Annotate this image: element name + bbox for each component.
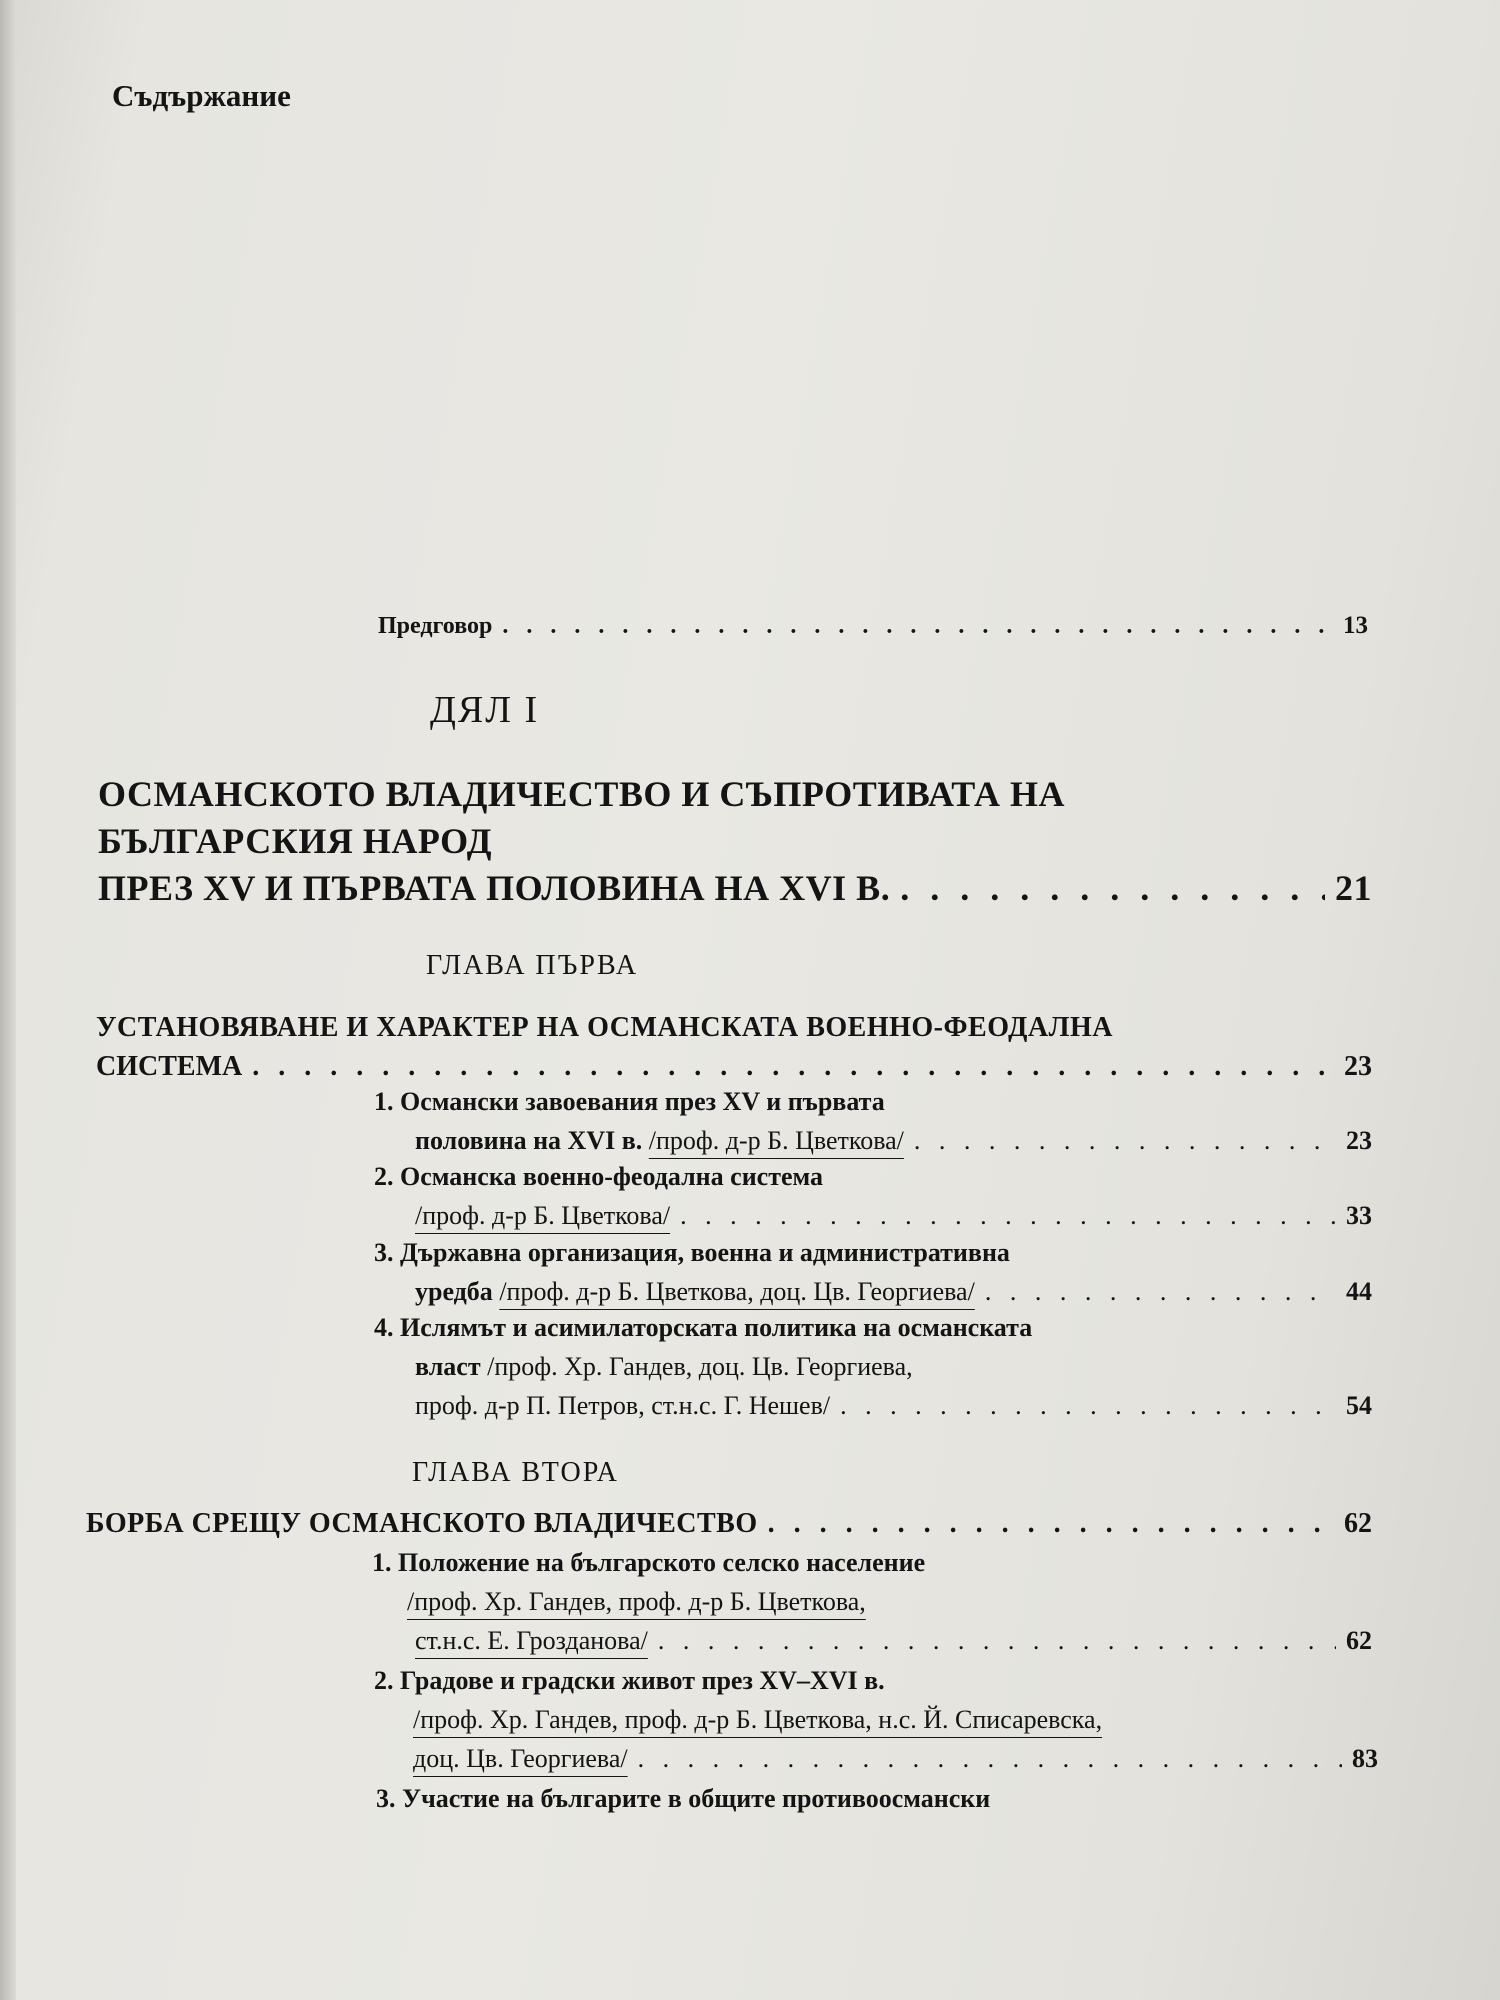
chapter1-label: ГЛАВА ПЪРВА bbox=[426, 950, 639, 981]
page-number: 62 bbox=[1346, 1626, 1372, 1655]
section-title: Османска военно-феодална система bbox=[400, 1162, 824, 1191]
toc-entry-ch1-sec4[interactable] bbox=[415, 1391, 1372, 1421]
dot-leader bbox=[658, 1626, 1336, 1656]
page-number: 23 bbox=[1346, 1126, 1372, 1155]
section-title: Ислямът и асимилаторската политика на османската bbox=[400, 1313, 1033, 1342]
ch1-sec4-line2 bbox=[415, 1352, 913, 1382]
page-number: 83 bbox=[1352, 1744, 1378, 1773]
dot-leader bbox=[680, 1201, 1336, 1231]
dot-leader bbox=[638, 1744, 1342, 1774]
toc-entry-chapter2[interactable] bbox=[86, 1508, 1372, 1540]
ch2-sec1-line2 bbox=[407, 1587, 866, 1617]
ch2-sec1-line1[interactable] bbox=[372, 1548, 925, 1578]
section-title-cont: власт bbox=[415, 1352, 481, 1381]
section-authors: /проф. д-р Б. Цветкова/ bbox=[648, 1126, 904, 1155]
toc-entry-ch1-sec1[interactable] bbox=[415, 1126, 1372, 1156]
toc-entry-part[interactable] bbox=[98, 867, 1372, 909]
section-number: 4. bbox=[374, 1313, 394, 1342]
dot-leader bbox=[502, 613, 1333, 640]
section-number: 3. bbox=[376, 1784, 396, 1813]
section-authors: /проф. д-р Б. Цветкова/ bbox=[415, 1201, 671, 1230]
page-number: 21 bbox=[1335, 868, 1372, 908]
page-number: 44 bbox=[1346, 1277, 1372, 1306]
ch1-sec1-line1[interactable] bbox=[374, 1087, 885, 1117]
part-title-line1: ОСМАНСКОТО ВЛАДИЧЕСТВО И СЪПРОТИВАТА НА bbox=[98, 774, 1066, 814]
section-title: Османски завоевания през XV и първата bbox=[400, 1087, 885, 1116]
section-title: Участие на българите в общите противоосмански bbox=[402, 1784, 991, 1813]
ch2-sec2-line1[interactable] bbox=[374, 1666, 885, 1696]
section-number: 1. bbox=[372, 1548, 392, 1577]
part-title-line3: ПРЕЗ XV И ПЪРВАТА ПОЛОВИНА НА XVI В. bbox=[98, 868, 891, 908]
section-title: Държавна организация, военна и административна bbox=[400, 1238, 1010, 1267]
part-title-line2: БЪЛГАРСКИЯ НАРОД bbox=[98, 821, 493, 861]
section-number: 3. bbox=[374, 1238, 394, 1267]
chapter2-title: БОРБА СРЕЩУ ОСМАНСКОТО ВЛАДИЧЕСТВО bbox=[86, 1508, 758, 1539]
dot-leader bbox=[985, 1277, 1336, 1307]
section-authors: /проф. Хр. Гандев, доц. Цв. Георгиева, bbox=[487, 1352, 913, 1381]
chapter1-title-line1: УСТАНОВЯВАНЕ И ХАРАКТЕР НА ОСМАНСКАТА ВОЕННО-ФЕОДАЛНА bbox=[96, 1012, 1113, 1043]
toc-entry-ch2-sec2[interactable] bbox=[413, 1744, 1378, 1774]
toc-entry-chapter1[interactable] bbox=[96, 1051, 1372, 1083]
toc-entry-foreword[interactable] bbox=[378, 612, 1368, 640]
page-binding-edge bbox=[0, 0, 16, 2000]
section-number: 2. bbox=[374, 1162, 394, 1191]
ch1-sec2-line1[interactable] bbox=[374, 1162, 823, 1192]
section-title-cont: половина на XVI в. bbox=[415, 1126, 643, 1155]
part-label: ДЯЛ I bbox=[430, 689, 540, 731]
chapter1-title-line2: СИСТЕМА bbox=[96, 1051, 243, 1082]
page-header: Съдържание bbox=[112, 78, 291, 113]
foreword-label: Предговор bbox=[378, 613, 493, 639]
section-title-cont: уредба bbox=[415, 1277, 493, 1306]
page-number: 62 bbox=[1344, 1508, 1372, 1539]
dot-leader bbox=[840, 1391, 1336, 1421]
ch1-sec3-line1[interactable] bbox=[374, 1238, 1010, 1268]
chapter2-label: ГЛАВА ВТОРА bbox=[412, 1457, 619, 1488]
section-authors: /проф. Хр. Гандев, проф. д-р Б. Цветкова, bbox=[407, 1587, 866, 1616]
section-authors: /проф. д-р Б. Цветкова, доц. Цв. Георгиева/ bbox=[499, 1277, 975, 1306]
section-authors-cont: доц. Цв. Георгиева/ bbox=[413, 1744, 628, 1773]
section-authors: /проф. Хр. Гандев, проф. д-р Б. Цветкова, н.с. Й. Списаревска, bbox=[413, 1705, 1103, 1734]
ch2-sec3-line1[interactable] bbox=[376, 1784, 990, 1814]
ch1-sec4-line1[interactable] bbox=[374, 1313, 1032, 1343]
dot-leader bbox=[914, 1126, 1336, 1156]
toc-entry-ch2-sec1[interactable] bbox=[415, 1626, 1372, 1656]
dot-leader bbox=[768, 1508, 1334, 1540]
page-number: 13 bbox=[1343, 612, 1368, 639]
section-authors-cont: проф. д-р П. Петров, ст.н.с. Г. Нешев/ bbox=[415, 1391, 831, 1420]
toc-entry-ch1-sec3[interactable] bbox=[415, 1277, 1372, 1307]
section-title: Положение на българското селско население bbox=[398, 1548, 926, 1577]
section-number: 2. bbox=[374, 1666, 394, 1695]
section-title: Градове и градски живот през XV–XVI в. bbox=[400, 1666, 885, 1695]
section-authors-cont: ст.н.с. Е. Грозданова/ bbox=[415, 1626, 648, 1655]
ch2-sec2-line2 bbox=[413, 1705, 1102, 1735]
page-number: 54 bbox=[1346, 1391, 1372, 1420]
section-number: 1. bbox=[374, 1087, 394, 1116]
page-number: 23 bbox=[1344, 1051, 1372, 1082]
page-number: 33 bbox=[1346, 1201, 1372, 1230]
toc-entry-ch1-sec2[interactable] bbox=[415, 1201, 1372, 1231]
dot-leader bbox=[900, 867, 1325, 909]
dot-leader bbox=[252, 1051, 1334, 1083]
